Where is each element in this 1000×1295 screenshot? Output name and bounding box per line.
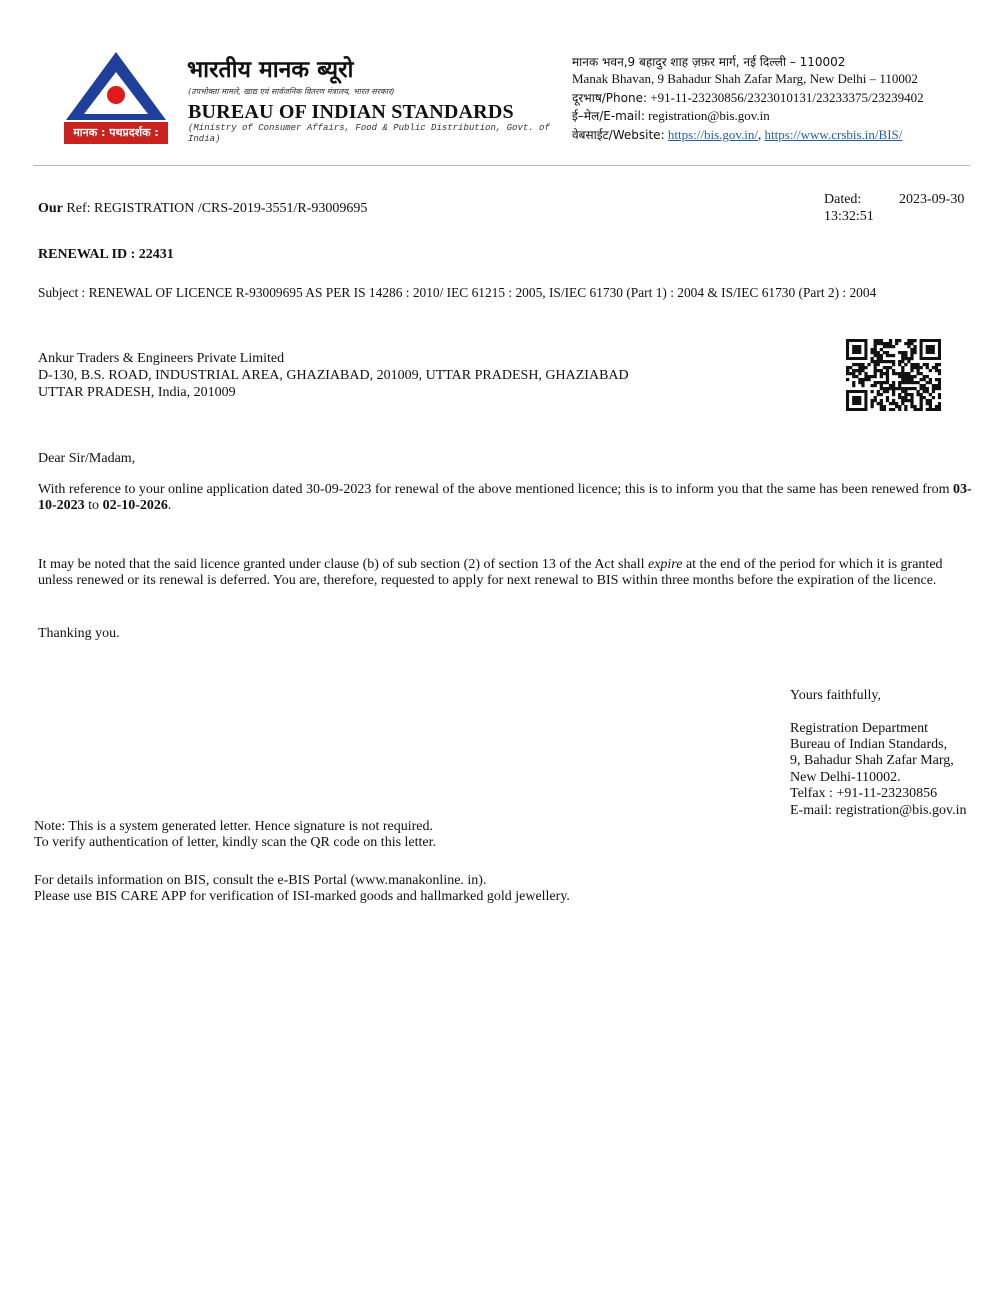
phone-line bbox=[572, 90, 924, 106]
info-ebis-portal: For details information on BIS, consult the e-BIS Portal (www.manakonline. in). bbox=[34, 873, 487, 888]
signature-dept: Registration Department bbox=[790, 721, 929, 736]
signature-city: New Delhi-110002. bbox=[790, 770, 901, 785]
paragraph-expiry-italic: expire bbox=[647, 557, 683, 572]
reference-line bbox=[38, 201, 367, 217]
website-link-crsbis[interactable]: https://www.crsbis.in/BIS/ bbox=[764, 127, 903, 142]
header-divider bbox=[33, 165, 970, 166]
website-label: वेबसाईट/Website: bbox=[572, 128, 665, 142]
dated-date: 2023-09-30 bbox=[899, 192, 965, 207]
closing: Yours faithfully, bbox=[790, 688, 882, 703]
note-verify-qr: To verify authentication of letter, kindly scan the QR code on this letter. bbox=[34, 835, 437, 850]
signature-telfax: Telfax : +91-11-23230856 bbox=[790, 786, 938, 801]
salutation: Dear Sir/Madam, bbox=[38, 451, 136, 466]
dated-time: 13:32:51 bbox=[824, 209, 874, 224]
verification-qr-code bbox=[846, 339, 941, 411]
website-separator: , bbox=[758, 127, 762, 142]
note-system-generated: Note: This is a system generated letter. Hence signature is not required. bbox=[34, 819, 434, 834]
subject-line: Subject : RENEWAL OF LICENCE R-93009695 AS PER IS 14286 : 2010/ IEC 61215 : 2005, IS/IEC 61730 (Part 1) : 2004 & IS/IEC 61730 (Part 2) : 2004 bbox=[38, 285, 877, 300]
renewal-to-word: to bbox=[88, 498, 100, 513]
paragraph-expiry-text-b: at the end of the period for which it is granted unless renewed or its renewal is deferred. You are, therefore, requested to apply for next renewal to BIS within three months before the expiration of the licence. bbox=[38, 557, 943, 588]
renewal-id: RENEWAL ID : 22431 bbox=[38, 247, 174, 262]
paragraph-expiry bbox=[38, 557, 973, 589]
website-link-bis[interactable]: https://bis.gov.in/ bbox=[667, 127, 759, 142]
paragraph-renewal-text: With reference to your online application dated 30-09-2023 for renewal of the above mentioned licence; this is to inform you that the same has been renewed from bbox=[38, 482, 950, 497]
thanks: Thanking you. bbox=[38, 626, 120, 641]
logo-motto: मानक : पथप्रदर्शक : bbox=[73, 126, 159, 139]
paragraph-expiry-text-a: It may be noted that the said licence granted under clause (b) of sub section (2) of section 13 of the Act shall bbox=[38, 557, 645, 572]
ref-number: Ref: REGISTRATION /CRS-2019-3551/R-93009695 bbox=[66, 201, 368, 216]
renewal-period: . bbox=[167, 498, 172, 513]
info-bis-care-app: Please use BIS CARE APP for verification of ISI-marked goods and hallmarked gold jewellery. bbox=[34, 889, 570, 904]
dated-label: Dated: bbox=[824, 192, 862, 207]
recipient-name: Ankur Traders & Engineers Private Limited bbox=[38, 351, 285, 366]
phone-label: दूरभाष/Phone: bbox=[572, 91, 648, 105]
address-hindi: मानक भवन,9 बहादुर शाह ज़फ़र मार्ग, नई दिल्ली – 110002 bbox=[572, 55, 846, 69]
renewal-until-date: 02-10-2026 bbox=[102, 498, 168, 513]
phone-value: +91-11-23230856/2323010131/23233375/23239402 bbox=[650, 90, 924, 105]
email-line bbox=[572, 108, 770, 124]
signature-org: Bureau of Indian Standards, bbox=[790, 737, 948, 752]
signature-street: 9, Bahadur Shah Zafar Marg, bbox=[790, 753, 954, 768]
paragraph-renewal bbox=[38, 482, 973, 514]
title-hindi: भारतीय मानक ब्यूरो bbox=[187, 57, 354, 83]
recipient-address-2: UTTAR PRADESH, India, 201009 bbox=[38, 385, 236, 400]
email-label: ई–मेल/E-mail: bbox=[572, 109, 645, 123]
signature-email: E-mail: registration@bis.gov.in bbox=[790, 803, 967, 818]
ministry-hindi: (उपभोक्ता मामले, खाद्य एवं सार्वजनिक वितरण मंत्रालय, भारत सरकार) bbox=[188, 87, 395, 96]
bis-logo bbox=[62, 50, 170, 146]
title-english: BUREAU OF INDIAN STANDARDS bbox=[188, 101, 514, 123]
address-english: Manak Bhavan, 9 Bahadur Shah Zafar Marg, New Delhi – 110002 bbox=[572, 71, 918, 86]
ref-our: Our bbox=[38, 201, 63, 216]
recipient-address-1: D-130, B.S. ROAD, INDUSTRIAL AREA, GHAZIABAD, 201009, UTTAR PRADESH, GHAZIABAD bbox=[38, 368, 629, 383]
renewal-from-date: 03-10-2023 bbox=[38, 482, 972, 513]
email-value[interactable]: registration@bis.gov.in bbox=[648, 108, 770, 123]
website-line bbox=[572, 127, 902, 143]
ministry-english: (Ministry of Consumer Affairs, Food & Public Distribution, Govt. of India) bbox=[188, 123, 550, 144]
